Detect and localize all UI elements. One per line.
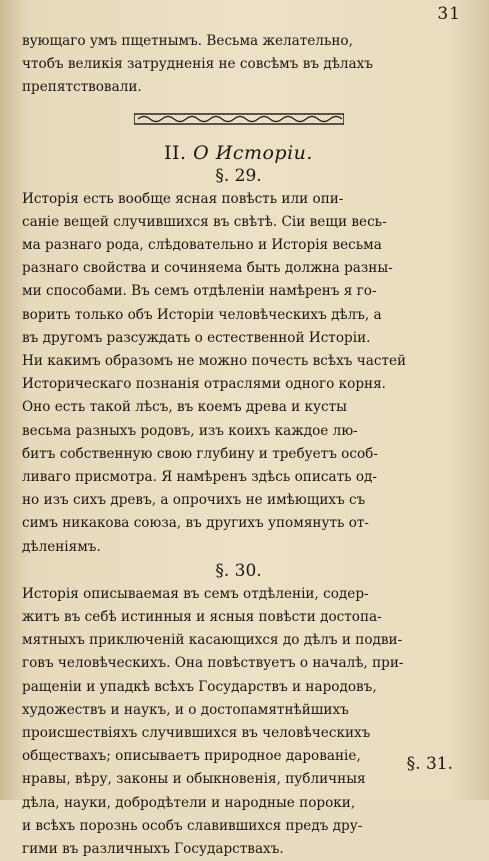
- text-line: говъ человѣческихъ. Она повѣствуетъ о началѣ, при-: [22, 655, 404, 672]
- top-paragraph: [22, 30, 455, 100]
- text-line: и всѣхъ порознь особъ славившихся предъ дру-: [22, 817, 363, 834]
- text-line: нравы, вѣру, законы и обыкновенія, публичныя: [22, 771, 366, 788]
- text-line: Оно есть такой лѣсъ, въ коемъ древа и кусты: [22, 399, 347, 416]
- text-line: но изъ сихъ древъ, а опрочихъ не имѣющихъ съ: [22, 492, 366, 509]
- paragraph-30: [22, 583, 455, 861]
- text-line: разнаго свойства и сочиняема быть должна разны-: [22, 260, 393, 277]
- text-line: дѣленіямъ.: [22, 538, 101, 555]
- section-number: II.: [164, 141, 187, 164]
- text-line: препятствовали.: [22, 79, 142, 96]
- text-line: ращеніи и упадкѣ всѣхъ Государствъ и народовъ,: [22, 678, 377, 695]
- text-line: Ни какимъ образомъ не можно почесть всѣхъ частей: [22, 353, 407, 370]
- text-line: происшествіяхъ случившихся въ человѣческихъ: [22, 725, 371, 742]
- paragraph-29: [22, 188, 455, 559]
- text-line: симъ никакова союза, въ другихъ упомянуть от-: [22, 515, 369, 532]
- next-paragraph-catchword: §. 31.: [406, 754, 453, 774]
- page-number: 31: [437, 4, 461, 24]
- text-line: битъ собственную свою глубину и требуетъ особ-: [22, 445, 378, 462]
- text-line: мятныхъ приключеній касающихся до дѣлъ и подви-: [22, 632, 403, 649]
- text-line: вующаго умъ пщетнымъ. Весьма желательно,: [22, 33, 353, 49]
- paragraph-number-29: §. 29.: [215, 165, 262, 186]
- section-title: [22, 142, 455, 164]
- text-line: дѣла, науки, добродѣтели и народные пороки,: [22, 794, 356, 811]
- text-line: ворить только объ Исторіи человѣческихъ дѣлъ, а: [22, 306, 382, 323]
- text-line: ливаго присмотра. Я намѣренъ здѣсь описать од-: [22, 469, 377, 486]
- text-line: Историческаго познанія отраслями одного корня.: [22, 376, 386, 393]
- text-line: весьма разныхъ родовъ, изъ коихъ каждое лю-: [22, 422, 358, 439]
- text-line: въ другомъ разсуждать о естественной Исторіи.: [22, 329, 371, 346]
- ornamental-divider: [134, 112, 344, 126]
- paragraph-number-30: §. 30.: [215, 560, 262, 581]
- text-line: саніе вещей случившихся въ свѣтѣ. Сіи вещи весь-: [22, 213, 387, 230]
- text-line: обществахъ; описываетъ природное дарованіе,: [22, 748, 361, 765]
- section-heading: О Исторіи.: [193, 141, 313, 164]
- text-line: житъ въ себѣ истинныя и ясныя повѣсти достопа-: [22, 609, 382, 626]
- text-line: художествъ и наукъ, и о достопамятнѣйшихъ: [22, 701, 349, 718]
- text-line: Исторія есть вообще ясная повѣсть или опи-: [22, 190, 344, 207]
- text-line: чтобъ великія затрудненія не совсѣмъ въ дѣлахъ: [22, 56, 373, 73]
- text-line: ма разнаго рода, слѣдовательно и Исторія весьма: [22, 237, 382, 254]
- text-line: гими въ различныхъ Государствахъ.: [22, 841, 284, 858]
- text-line: ми способами. Въ семъ отдѣленіи намѣренъ я го-: [22, 283, 377, 300]
- text-line: Исторія описываемая въ семъ отдѣленіи, содер-: [22, 585, 369, 602]
